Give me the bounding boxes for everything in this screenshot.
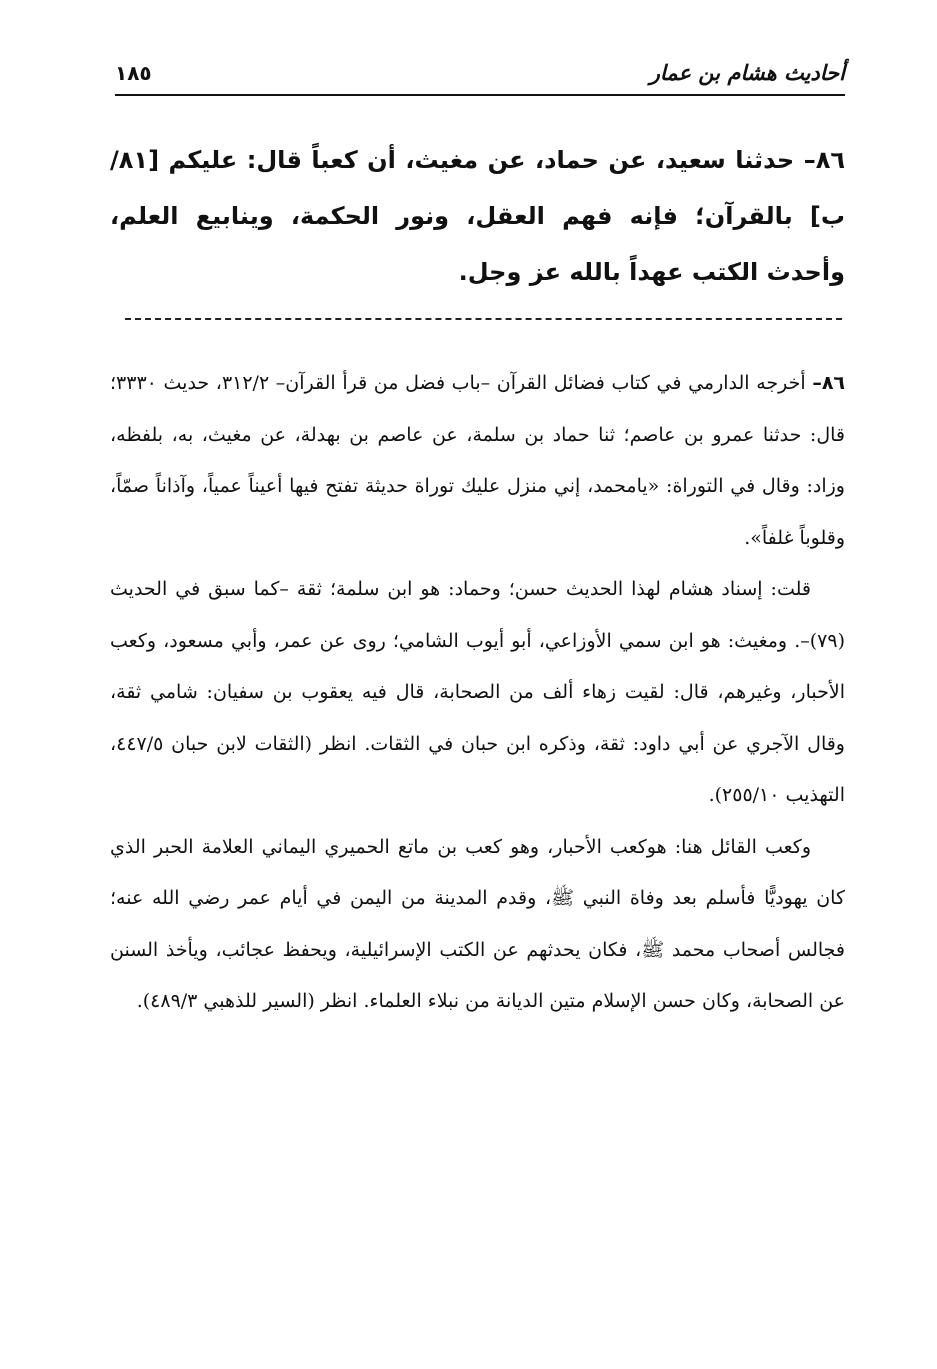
kaab-paragraph: وكعب القائل هنا: هوكعب الأحبار، وهو كعب بن ماتع الحميري اليماني العلامة الحبر الذي كان يهوديًّا فأسلم بعد وفاة النبي ﷺ، وقدم المدينة من اليمن في أيام عمر رضي الله عنه؛ فجالس أصحاب محمد ﷺ، فكان يحدثهم عن الكتب الإسرائيلية، ويحفظ عجائب، ويأخذ السنن عن الصحابة، وكان حسن الإسلام متين الديانة من نبلاء العلماء. انظر (السير للذهبي ٤٨٩/٣). [110, 835, 845, 1012]
running-header [115, 52, 845, 96]
footnotes [110, 358, 845, 1028]
footnote-divider [125, 318, 842, 320]
book-title: أحاديث هشام بن عمار [649, 61, 845, 85]
page-number: ١٨٥ [115, 61, 152, 85]
hadith-text: ٨٦– حدثنا سعيد، عن حماد، عن مغيث، أن كعباً قال: عليكم [٨١/ب] بالقرآن؛ فإنه فهم العقل، ونور الحكمة، وينابيع العلم، وأحدث الكتب عهداً بالله عز وجل. [110, 146, 845, 286]
takhrij-number: ٨٦– [812, 372, 846, 394]
takhrij-paragraph [110, 358, 845, 564]
isnad-paragraph: قلت: إسناد هشام لهذا الحديث حسن؛ وحماد: هو ابن سلمة؛ ثقة –كما سبق في الحديث (٧٩)–. ومغيث: هو ابن سمي الأوزاعي، أبو أيوب الشامي؛ روى عن عمر، وأبي مسعود، وكعب الأحبار، وغيرهم، قال: لقيت زهاء ألف من الصحابة، قال فيه يعقوب بن سفيان: شامي ثقة، وقال الآجري عن أبي داود: ثقة، وذكره ابن حبان في الثقات. انظر (الثقات لابن حبان ٤٤٧/٥، التهذيب ٢٥٥/١٠). [110, 578, 845, 806]
takhrij-text: أخرجه الدارمي في كتاب فضائل القرآن –باب فضل من قرأ القرآن– ٣١٢/٢، حديث ٣٣٣٠؛ قال: حدثنا عمرو بن عاصم؛ ثنا حماد بن سلمة، عن عاصم بن بهدلة، عن مغيث، به، بلفظه، وزاد: وقال في التوراة: «يامحمد، إني منزل عليك توراة حديثة تفتح فيها أعيناً عمياً، وآذاناً صمّاً، وقلوباً غلفاً». [110, 372, 845, 549]
